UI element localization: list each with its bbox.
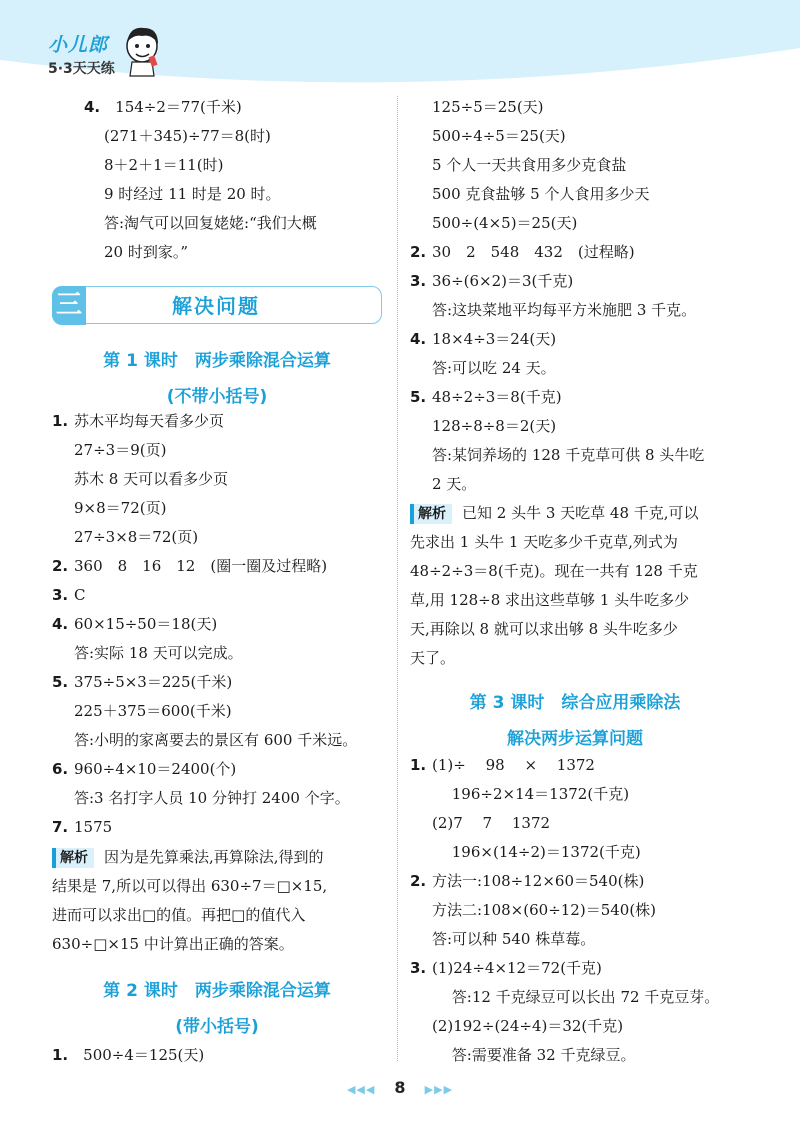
answer-line: (271＋345)÷77＝8(时)	[104, 127, 271, 145]
answer-text: 128÷8÷8＝2(天)	[432, 417, 557, 435]
answer-line	[410, 183, 649, 205]
answer-text: (1)÷ 98 × 1372	[432, 756, 595, 774]
answer-line	[410, 241, 635, 263]
analysis-line: 天,再除以 8 就可以求出够 8 头牛吃多少	[410, 620, 678, 638]
answer-text: 5 个人一天共食用多少克食盐	[432, 156, 627, 174]
answer-line	[410, 96, 544, 118]
answer-text: 360 8 16 12 (圈一圈及过程略)	[74, 557, 328, 575]
page-number: 8	[394, 1078, 406, 1097]
answer-text: 答:某饲养场的 128 千克草可供 8 头牛吃	[432, 446, 705, 464]
answer-line	[410, 270, 573, 292]
item-number: 2.	[410, 243, 427, 261]
answer-line	[52, 1044, 204, 1066]
answer-line	[410, 1015, 623, 1037]
analysis-line: 进而可以求出□的值。再把□的值代入	[52, 906, 306, 924]
answer-line	[410, 473, 476, 495]
analysis-tag: 解析	[410, 504, 452, 524]
column-divider	[397, 96, 398, 1061]
unit-number: 三	[52, 286, 86, 325]
analysis-line: 天了。	[410, 649, 456, 667]
answer-text: 方法一:108÷12×60＝540(株)	[432, 872, 645, 890]
answer-text: 225＋375＝600(千米)	[74, 702, 232, 720]
item-number: 3.	[52, 586, 69, 604]
answer-line	[410, 154, 626, 176]
answer-text: (2)192÷(24÷4)＝32(千克)	[432, 1017, 624, 1035]
answer-text: 答:这块菜地平均每平方米施肥 3 千克。	[432, 301, 697, 319]
lesson-subtitle: (带小括号)	[175, 1017, 259, 1037]
answer-text: (2)7 7 1372	[432, 814, 551, 832]
item-number: 3.	[410, 959, 427, 977]
answer-text: 9×8＝72(页)	[74, 499, 167, 517]
answer-line	[52, 729, 357, 751]
answer-line	[410, 212, 577, 234]
answer-text: 196÷2×14＝1372(千克)	[432, 785, 630, 803]
answer-line	[52, 555, 327, 577]
analysis-line	[410, 502, 699, 524]
answer-text: 27÷3×8＝72(页)	[74, 528, 199, 546]
analysis-text: 已知 2 头牛 3 天吃草 48 千克,可以	[462, 504, 699, 522]
answer-line	[410, 957, 602, 979]
answer-line	[410, 444, 704, 466]
answer-line	[52, 96, 242, 118]
answer-line	[410, 899, 656, 921]
answer-line	[52, 787, 350, 809]
answer-line	[52, 439, 166, 461]
answer-line	[52, 642, 243, 664]
item-number: 1.	[52, 1046, 69, 1064]
item-number: 4.	[84, 98, 101, 116]
answer-line: 答:淘气可以回复姥姥:“我们大概	[104, 214, 317, 232]
answer-text: 1575	[74, 818, 113, 836]
analysis-line	[52, 846, 324, 868]
header-band	[0, 0, 800, 86]
lesson-subtitle: 解决两步运算问题	[507, 729, 643, 749]
answer-text: 125÷5＝25(天)	[432, 98, 544, 116]
answer-line	[410, 1044, 635, 1066]
item-number: 4.	[410, 330, 427, 348]
analysis-line: 630÷□×15 中计算出正确的答案。	[52, 935, 294, 953]
lesson-title: 第 1 课时 两步乘除混合运算	[103, 351, 331, 371]
item-number: 1.	[410, 756, 427, 774]
answer-line	[410, 328, 556, 350]
answer-line: 8＋2＋1＝11(时)	[104, 156, 224, 174]
lesson-title: 第 3 课时 综合应用乘除法	[469, 693, 681, 713]
page-footer	[0, 1078, 800, 1097]
answer-text: 36÷(6×2)＝3(千克)	[432, 272, 574, 290]
answer-text: 苏木平均每天看多少页	[74, 412, 225, 430]
answer-text: 答:3 名打字人员 10 分钟打 2400 个字。	[74, 789, 350, 807]
lesson-title: 第 2 课时 两步乘除混合运算	[103, 981, 331, 1001]
answer-text: 答:需要准备 32 千克绿豆。	[432, 1046, 636, 1064]
answer-line	[52, 497, 166, 519]
item-number: 2.	[52, 557, 69, 575]
answer-text: (1)24÷4×12＝72(千克)	[432, 959, 602, 977]
item-number: 4.	[52, 615, 69, 633]
answer-text: 苏木 8 天可以看多少页	[74, 470, 229, 488]
item-number: 2.	[410, 872, 427, 890]
analysis-line: 先求出 1 头牛 1 天吃多少千克草,列式为	[410, 533, 678, 551]
answer-line	[410, 783, 629, 805]
item-number: 6.	[52, 760, 69, 778]
answer-text: 500 克食盐够 5 个人食用多少天	[432, 185, 650, 203]
answer-text: 960÷4×10＝2400(个)	[74, 760, 237, 778]
mascot-icon	[122, 22, 164, 78]
answer-line	[410, 357, 556, 379]
answer-line	[52, 613, 217, 635]
answer-text: 60×15÷50＝18(天)	[74, 615, 218, 633]
answer-line	[410, 125, 566, 147]
analysis-text: 因为是先算乘法,再算除法,得到的	[104, 848, 324, 866]
analysis-tag: 解析	[52, 848, 94, 868]
answer-line	[410, 841, 641, 863]
answer-text: 27÷3＝9(页)	[74, 441, 167, 459]
answer-text: 500÷(4×5)＝25(天)	[432, 214, 578, 232]
answer-line	[52, 700, 232, 722]
answer-text: 答:实际 18 天可以完成。	[74, 644, 243, 662]
prev-arrows-icon: ◀◀◀	[346, 1083, 376, 1096]
answer-text: 196×(14÷2)＝1372(千克)	[432, 843, 641, 861]
answer-line	[52, 758, 236, 780]
answer-line	[410, 928, 595, 950]
answer-line	[410, 870, 644, 892]
answer-line	[410, 415, 556, 437]
lesson-subtitle: (不带小括号)	[166, 387, 268, 407]
answer-text: 375÷5×3＝225(千米)	[74, 673, 233, 691]
answer-line	[52, 410, 224, 432]
item-number: 5.	[410, 388, 427, 406]
answer-text: 30 2 548 432 (过程略)	[432, 243, 635, 261]
answer-text: 500÷4＝125(天)	[83, 1046, 205, 1064]
analysis-line: 结果是 7,所以可以得出 630÷7＝□×15,	[52, 877, 328, 895]
answer-text: 答:12 千克绿豆可以长出 72 千克豆芽。	[432, 988, 720, 1006]
brand-logo	[48, 30, 115, 78]
answer-line	[410, 386, 562, 408]
answer-line	[410, 299, 696, 321]
answer-line	[52, 671, 232, 693]
answer-line: 20 时到家。”	[104, 243, 189, 261]
answer-line	[52, 468, 228, 490]
answer-text: C	[74, 586, 86, 604]
answer-line	[52, 816, 112, 838]
logo-subtitle: 5·3天天练	[48, 61, 115, 77]
answer-text: 答:可以吃 24 天。	[432, 359, 556, 377]
logo-title: 小儿郎	[48, 34, 109, 56]
analysis-line: 草,用 128÷8 求出这些草够 1 头牛吃多少	[410, 591, 690, 609]
answer-text: 答:小明的家离要去的景区有 600 千米远。	[74, 731, 358, 749]
answer-text: 500÷4÷5＝25(天)	[432, 127, 566, 145]
answer-text: 154÷2＝77(千米)	[115, 98, 242, 116]
item-number: 3.	[410, 272, 427, 290]
answer-line	[52, 526, 198, 548]
analysis-line: 48÷2÷3＝8(千克)。现在一共有 128 千克	[410, 562, 698, 580]
next-arrows-icon: ▶▶▶	[424, 1083, 454, 1096]
answer-line	[410, 754, 595, 776]
item-number: 5.	[52, 673, 69, 691]
answer-line: 9 时经过 11 时是 20 时。	[104, 185, 281, 203]
answer-text: 答:可以种 540 株草莓。	[432, 930, 596, 948]
answer-text: 方法二:108×(60÷12)＝540(株)	[432, 901, 657, 919]
answer-line	[410, 812, 550, 834]
answer-line	[52, 584, 85, 606]
unit-title: 解决问题	[172, 294, 260, 318]
answer-text: 18×4÷3＝24(天)	[432, 330, 557, 348]
answer-text: 48÷2÷3＝8(千克)	[432, 388, 562, 406]
item-number: 7.	[52, 818, 69, 836]
answer-text: 2 天。	[432, 475, 477, 493]
answer-line	[410, 986, 719, 1008]
item-number: 1.	[52, 412, 69, 430]
